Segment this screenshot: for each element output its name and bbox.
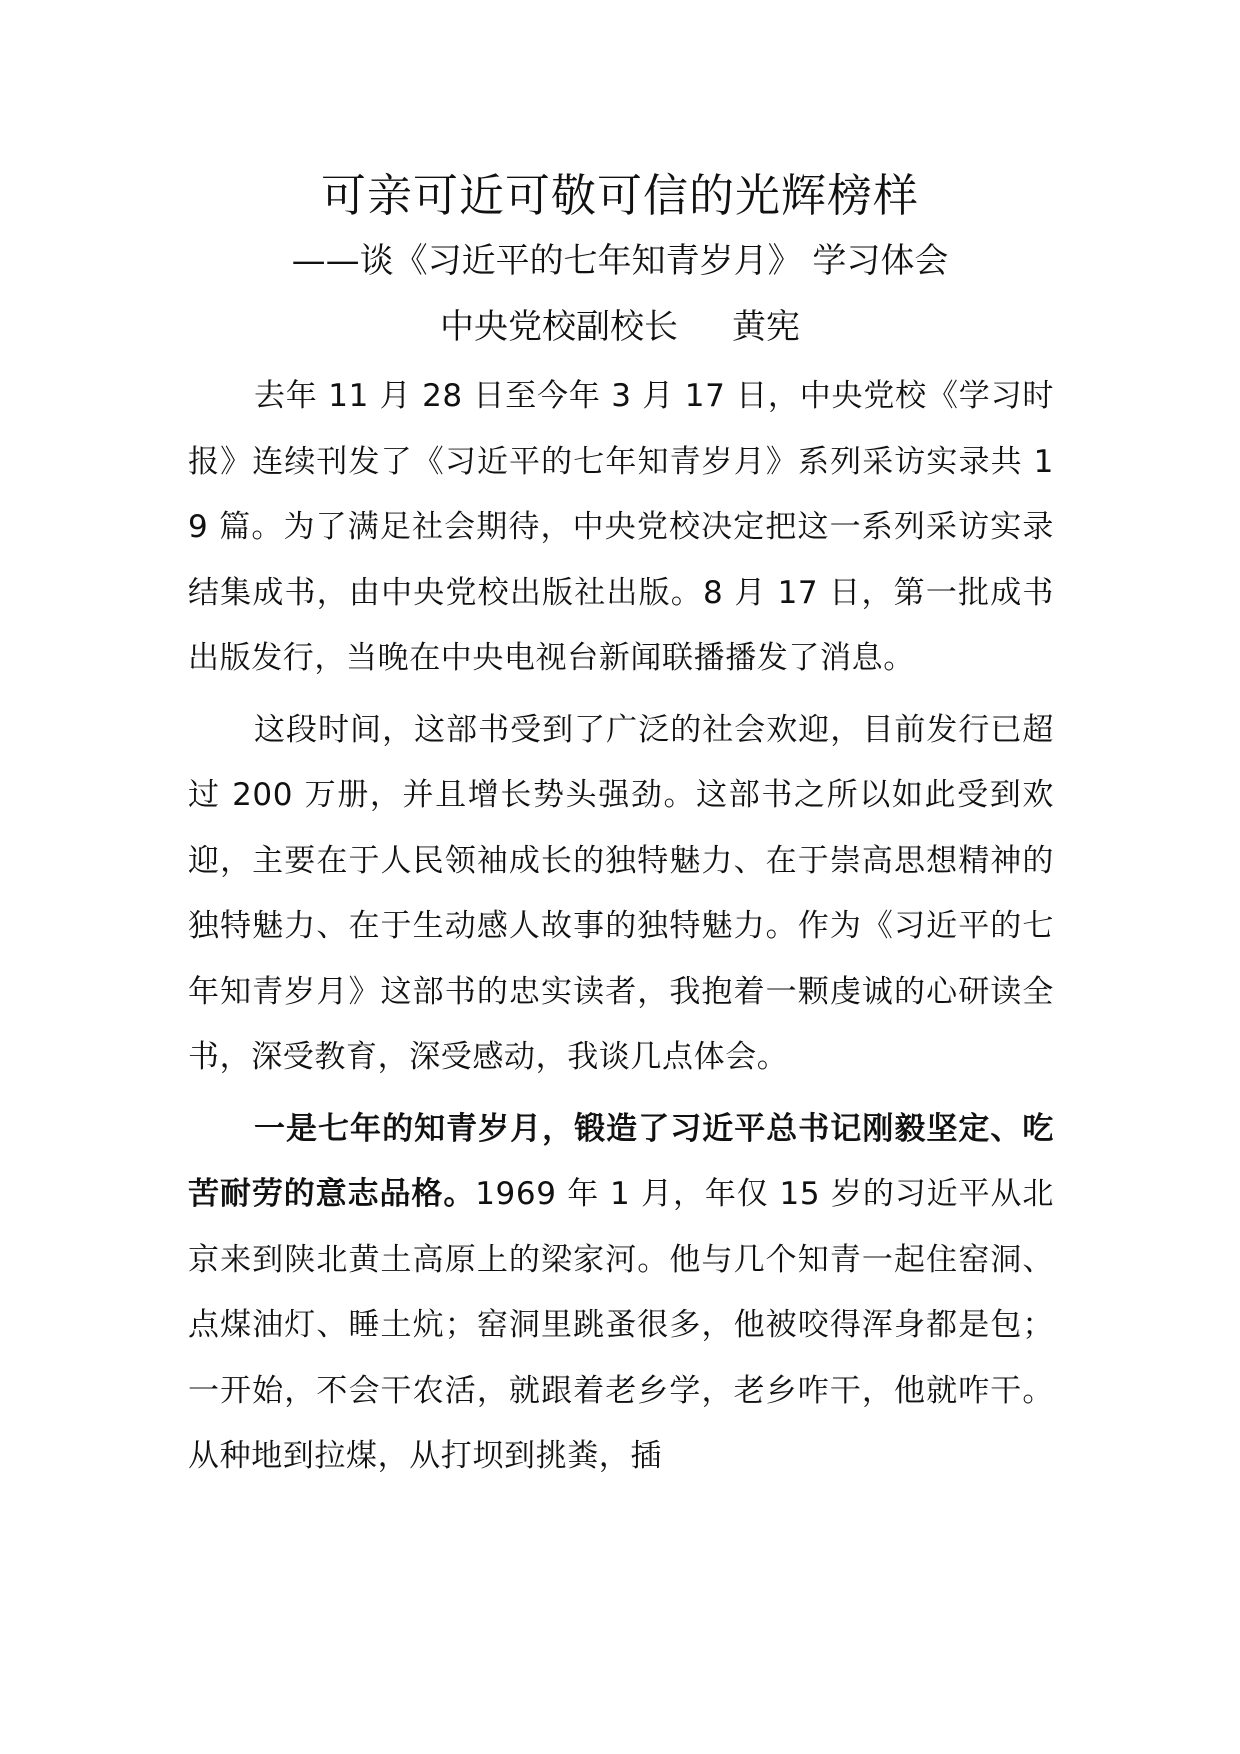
paragraph-lead-bold: 一是七年的知青岁月，锻造了习近平总书记刚毅坚定、吃苦耐劳的意志品格。 bbox=[188, 1110, 1054, 1212]
paragraph-text: 这段时间，这部书受到了广泛的社会欢迎，目前发行已超过 200 万册，并且增长势头强劲。这部书之所以如此受到欢迎，主要在于人民领袖成长的独特魅力、在于崇高思想精神的独特魅力、在于生动感人故事的独特魅力。作为《习近平的七年知青岁月》这部书的忠实读者，我抱着一颗虔诚的心研读全书，深受教育，深受感动，我谈几点体会。 bbox=[188, 711, 1054, 1075]
document-subtitle: ——谈《习近平的七年知青岁月》 学习体会 bbox=[291, 241, 949, 281]
author-line: 中央党校副校长 黄宪 bbox=[439, 307, 801, 347]
paragraph-2 bbox=[188, 698, 1054, 1091]
paragraph-text: 1969 年 1 月，年仅 15 岁的习近平从北京来到陕北黄土高原上的梁家河。他与几个知青一起住窑洞、点煤油灯、睡土炕；窑洞里跳蚤很多，他被咬得浑身都是包；一开始，不会干农活，就跟着老乡学，老乡咋干，他就咋干。从种地到拉煤，从打坝到挑粪，插 bbox=[188, 1176, 1054, 1474]
document-title: 可亲可近可敬可信的光辉榜样 bbox=[320, 169, 919, 222]
paragraph-1 bbox=[188, 364, 1054, 692]
paragraph-3 bbox=[188, 1097, 1054, 1490]
document-body bbox=[188, 364, 1054, 1496]
paragraph-text: 去年 11 月 28 日至今年 3 月 17 日，中央党校《学习时报》连续刊发了《习近平的七年知青岁月》系列采访实录共 19 篇。为了满足社会期待，中央党校决定把这一系列采访实录结集成书，由中央党校出版社出版。8 月 17 日，第一批成书出版发行，当晚在中央电视台新闻联播播发了消息。 bbox=[188, 378, 1054, 676]
